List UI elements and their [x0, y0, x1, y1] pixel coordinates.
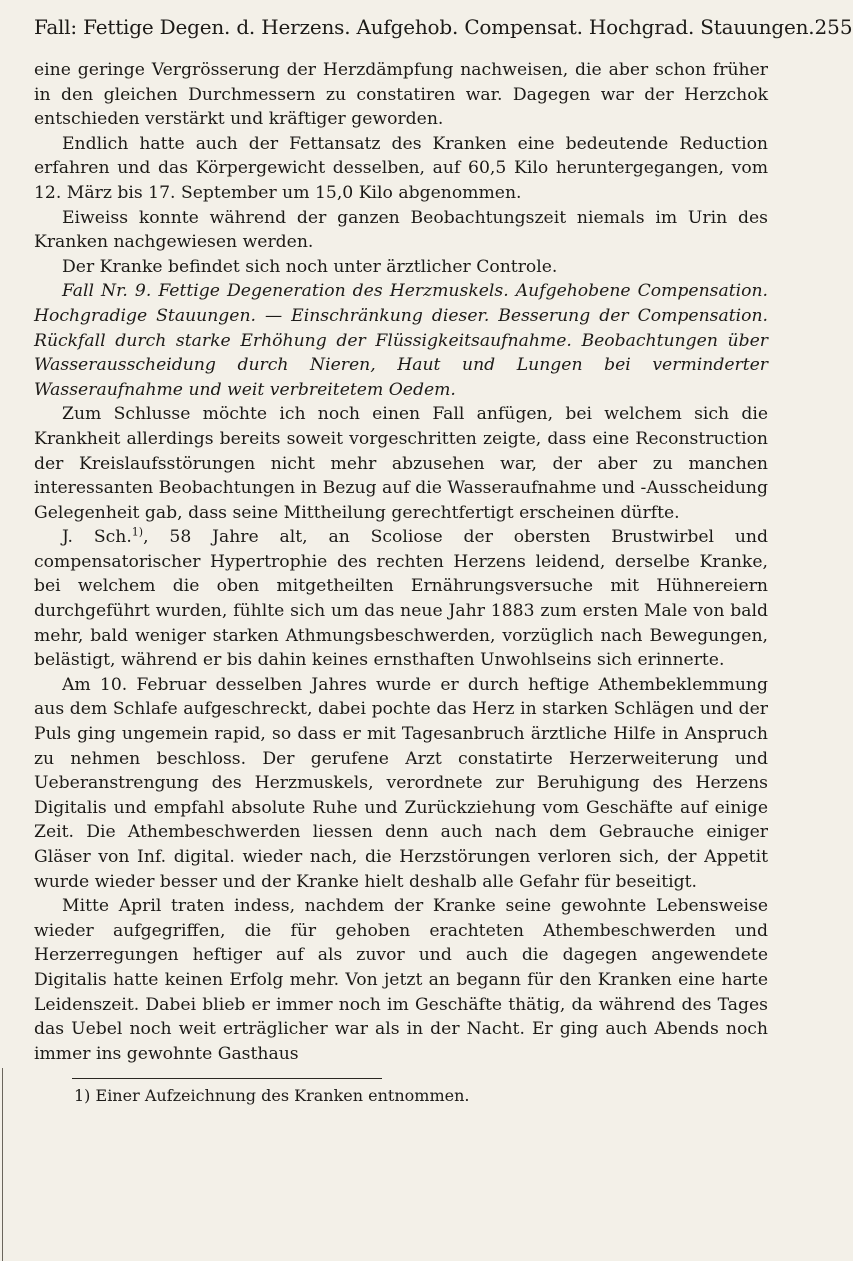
- patient-paragraph-text: , 58 Jahre alt, an Scoliose der obersten Brustwirbel und compensatorischer Hypertrophie des rechten Herzens leidend, derselbe Kranke, bei welchem die oben mitgetheilten Ernährungsversuche mit Hühnereiern durchgeführt wurden, fühlte sich um das neue Jahr 1883 zum ersten Male von bald mehr, bald weniger starken Athmungsbeschwerden, vorzüglich nach Bewegungen, belästigt, während er bis dahin keines ernsthaften Unwohlseins sich erinnerte.: [34, 527, 768, 671]
- page-body: [34, 58, 768, 1066]
- paragraph: eine geringe Vergrösserung der Herzdämpfung nachweisen, die aber schon früher in den gleichen Durchmessern zu constatiren war. Dagegen war der Herzchok entschieden verstärkt und kräftiger geworden.: [34, 60, 768, 130]
- footnote-marker: 1): [131, 525, 144, 539]
- paragraph: Mitte April traten indess, nachdem der Kranke seine gewohnte Lebensweise wieder aufgegriffen, die für gehoben erachteten Athembeschwerden und Herzerregungen heftiger auf als zuvor und auch die dagegen angewendete Digitalis hatte keinen Erfolg mehr. Von jetzt an begann für den Kranken eine harte Leidenszeit. Dabei blieb er immer noch im Geschäfte thätig, da während des Tages das Uebel noch weit erträglicher war als in der Nacht. Er ging auch Abends noch immer ins gewohnte Gasthaus: [34, 896, 768, 1064]
- footnote-rule: [72, 1078, 382, 1079]
- running-head-title: Fall: Fettige Degen. d. Herzens. Aufgehob. Compensat. Hochgrad. Stauungen.: [34, 15, 815, 39]
- paragraph: Endlich hatte auch der Fettansatz des Kranken eine bedeutende Reduction erfahren und das Körpergewicht desselben, auf 60,5 Kilo heruntergegangen, vom 12. März bis 17. September um 15,0 Kilo abgenommen.: [34, 133, 768, 203]
- scan-edge-line: [2, 1068, 3, 1261]
- patient-initials: J. Sch.: [62, 527, 132, 548]
- patient-paragraph: [34, 525, 768, 673]
- footnote: 1) Einer Aufzeichnung des Kranken entnommen.: [74, 1086, 470, 1106]
- paragraph: Am 10. Februar desselben Jahres wurde er durch heftige Athembeklemmung aus dem Schlafe aufgeschreckt, dabei pochte das Herz in starken Schlägen und der Puls ging ungemein rapid, so dass er mit Tagesanbruch ärztliche Hilfe in Anspruch zu nehmen beschloss. Der gerufene Arzt constatirte Herzerweiterung und Ueberanstrengung des Herzmuskels, verordnete zur Beruhigung des Herzens Digitalis und empfahl absolute Ruhe und Zurückziehung vom Geschäfte auf einige Zeit. Die Athembeschwerden liessen denn auch nach dem Gebrauche einiger Gläser von Inf. digital. wieder nach, die Herzstörungen verloren sich, der Appetit wurde wieder besser und der Kranke hielt deshalb alle Gefahr für beseitigt.: [34, 674, 768, 892]
- paragraph: Eiweiss konnte während der ganzen Beobachtungszeit niemals im Urin des Kranken nachgewiesen werden.: [34, 207, 768, 253]
- case-heading: Fall Nr. 9. Fettige Degeneration des Herzmuskels. Aufgehobene Compensation. Hochgradige Stauungen. — Einschränkung dieser. Besserung der Compensation. Rückfall durch starke Erhöhung der Flüssigkeitsaufnahme. Beobachtungen über Wasserausscheidung durch Nieren, Haut und Lungen bei verminderter Wasseraufnahme und weit verbreitetem Oedem.: [34, 281, 768, 400]
- page-number: 255: [814, 15, 853, 39]
- paragraph: Zum Schlusse möchte ich noch einen Fall anfügen, bei welchem sich die Krankheit allerdings bereits soweit vorgeschritten zeigte, dass eine Reconstruction der Kreislaufsstörungen nicht mehr abzusehen war, der aber zu manchen interessanten Beobachtungen in Bezug auf die Wasseraufnahme und -Ausscheidung Gelegenheit gab, dass seine Mittheilung gerechtfertigt erscheinen dürfte.: [34, 404, 768, 523]
- running-head: [34, 14, 853, 40]
- paragraph: Der Kranke befindet sich noch unter ärztlicher Controle.: [62, 256, 558, 277]
